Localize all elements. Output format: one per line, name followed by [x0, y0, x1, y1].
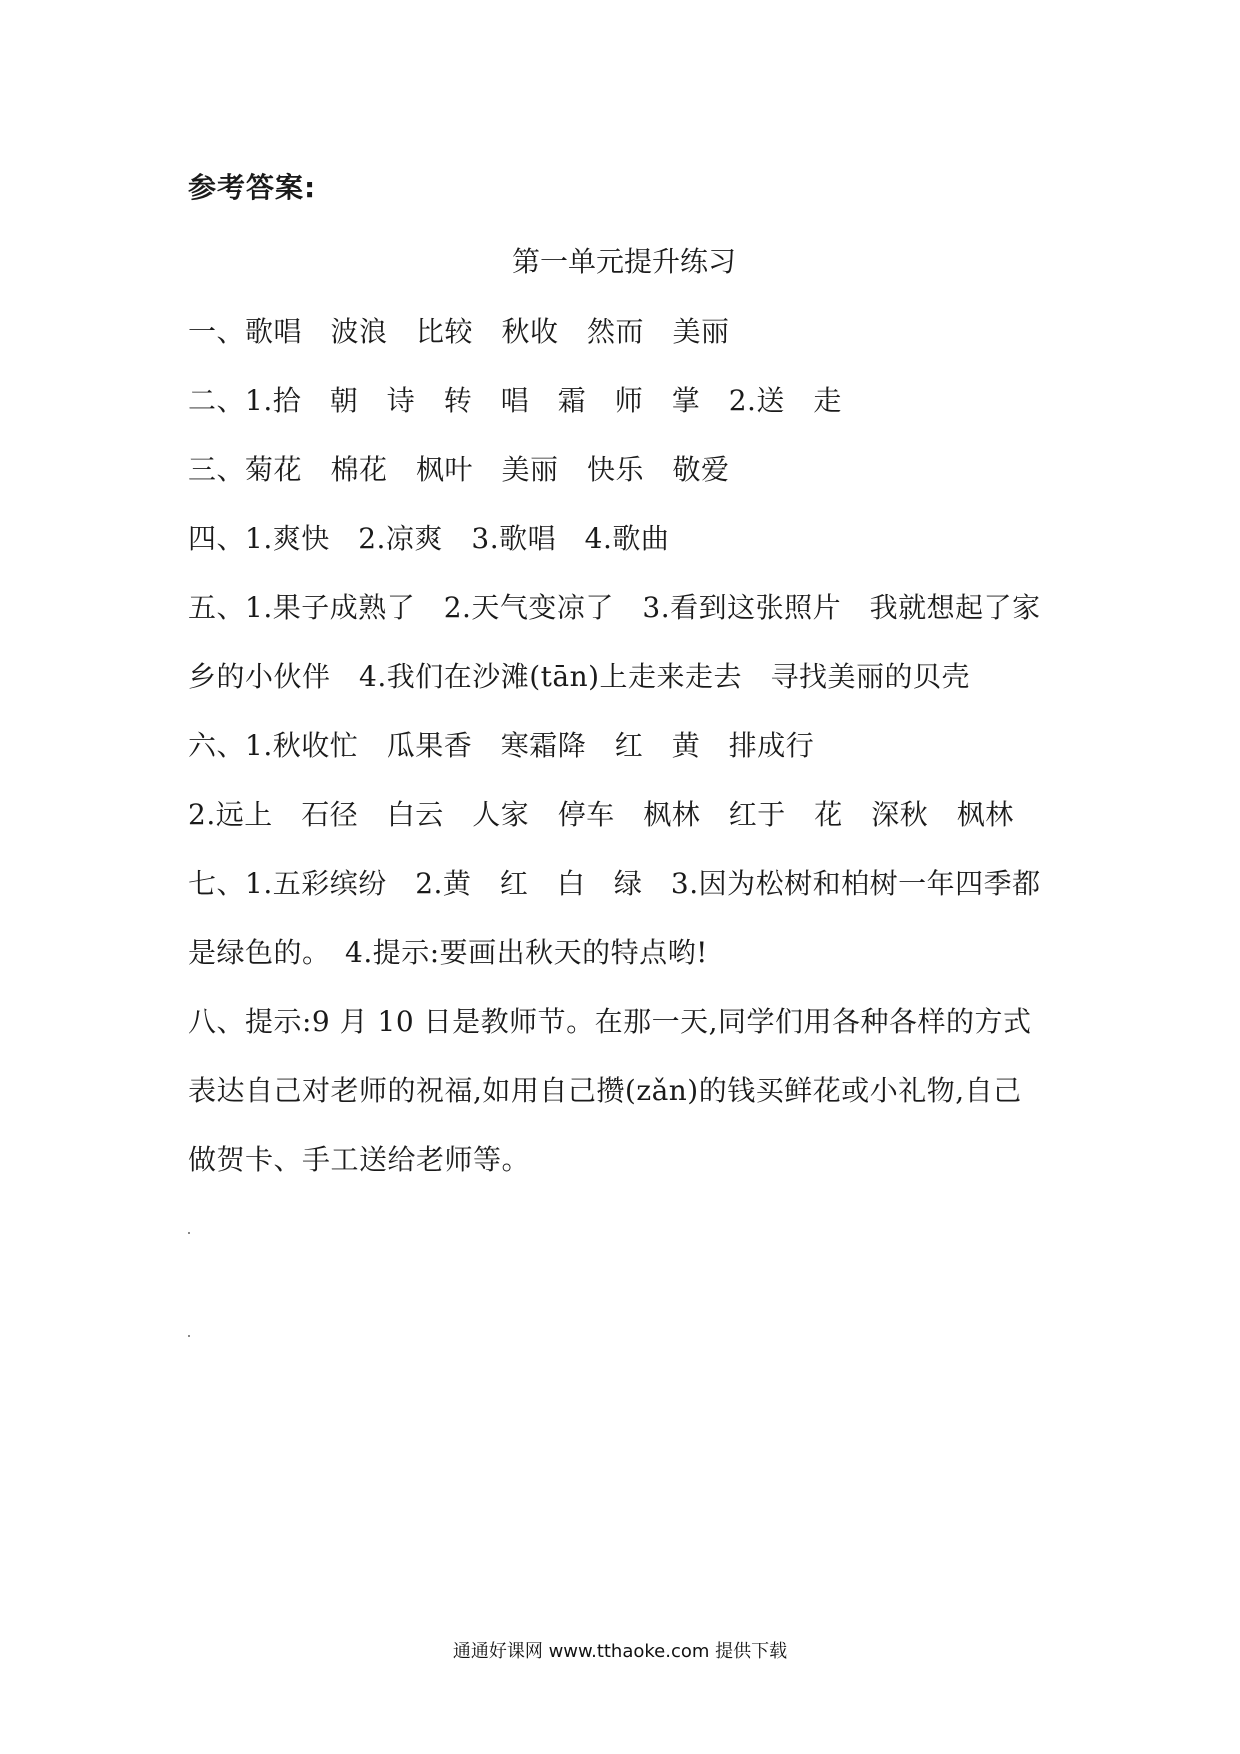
- answer-line-13: 做贺卡、手工送给老师等。: [188, 1143, 531, 1176]
- answer-line-3: 三、菊花 棉花 枫叶 美丽 快乐 敬爱: [188, 453, 730, 486]
- answer-line-12: 表达自己对老师的祝福,如用自己攒(zǎn)的钱买鲜花或小礼物,自己: [188, 1074, 1022, 1107]
- answer-line-10: 是绿色的。 4.提示:要画出秋天的特点哟!: [188, 936, 708, 969]
- answer-line-6: 乡的小伙伴 4.我们在沙滩(tān)上走来走去 寻找美丽的贝壳: [188, 660, 971, 693]
- answer-line-4: 四、1.爽快 2.凉爽 3.歌唱 4.歌曲: [188, 522, 670, 555]
- answer-line-8: 2.远上 石径 白云 人家 停车 枫林 红于 花 深秋 枫林: [188, 798, 1014, 831]
- unit-title: 第一单元提升练习: [511, 245, 736, 278]
- answer-line-11: 八、提示:9 月 10 日是教师节。在那一天,同学们用各种各样的方式: [188, 1005, 1032, 1038]
- footer-watermark: 通通好课网 www.tthaoke.com 提供下载: [452, 1641, 788, 1662]
- scan-speck: [188, 1335, 190, 1337]
- answer-line-1: 一、歌唱 波浪 比较 秋收 然而 美丽: [188, 315, 730, 348]
- answer-line-5: 五、1.果子成熟了 2.天气变凉了 3.看到这张照片 我就想起了家: [188, 591, 1041, 624]
- scan-speck: [188, 1232, 190, 1234]
- answer-line-9: 七、1.五彩缤纷 2.黄 红 白 绿 3.因为松树和柏树一年四季都: [188, 867, 1041, 900]
- answer-line-7: 六、1.秋收忙 瓜果香 寒霜降 红 黄 排成行: [188, 729, 815, 762]
- answer-heading: 参考答案:: [188, 171, 317, 204]
- answer-line-2: 二、1.拾 朝 诗 转 唱 霜 师 掌 2.送 走: [188, 384, 842, 417]
